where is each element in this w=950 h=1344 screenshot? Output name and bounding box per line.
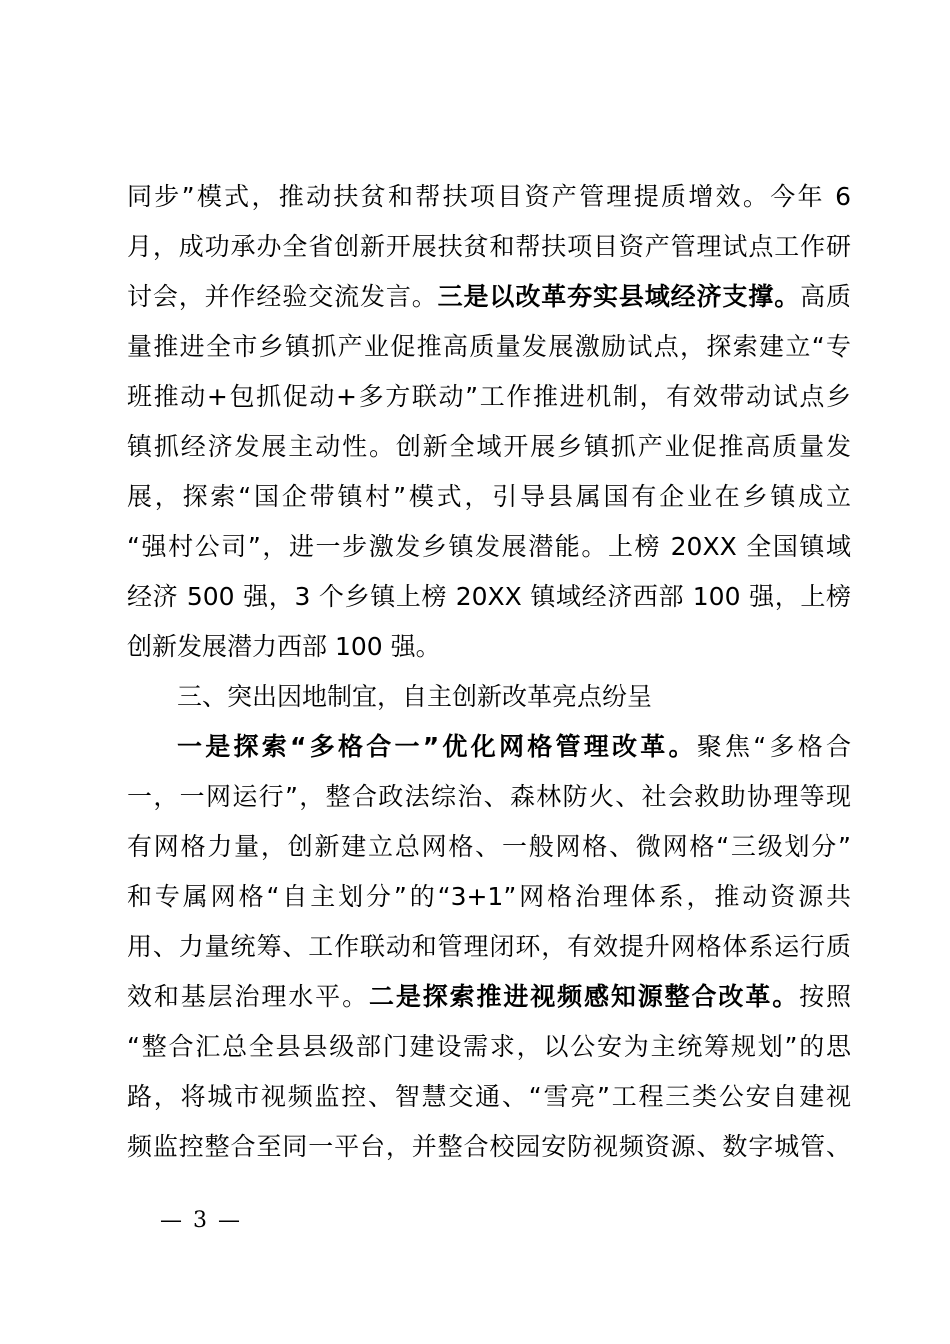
paragraph2-line1 <box>177 722 851 772</box>
paragraph1-line3-text-a: 讨会，并作经验交流发言。 <box>127 282 438 311</box>
paragraph2-line2: 一，一网运行”，整合政法综治、森林防火、社会救助协理等现 <box>127 782 851 811</box>
paragraph1-line2: 月，成功承办全省创新开展扶贫和帮扶项目资产管理试点工作研 <box>127 232 851 261</box>
paragraph2-line6-text-b: 按照 <box>799 982 851 1011</box>
paragraph2-line9: 频监控整合至同一平台，并整合校园安防视频资源、数字城管、 <box>127 1132 851 1161</box>
page-number: — 3 — <box>160 1208 242 1233</box>
paragraph2-bold-point-one: 一是探索“多格合一”优化网格管理改革。 <box>177 732 697 761</box>
paragraph1-line9: 经济 500 强，3 个乡镇上榜 20XX 镇域经济西部 100 强，上榜 <box>127 582 851 611</box>
paragraph2-line5: 用、力量统筹、工作联动和管理闭环，有效提升网格体系运行质 <box>127 932 851 961</box>
paragraph1-line5: 班推动+包抓促动+多方联动”工作推进机制，有效带动试点乡 <box>127 382 851 411</box>
paragraph1-line4: 量推进全市乡镇抓产业促推高质量发展激励试点，探索建立“专 <box>127 332 851 361</box>
paragraph1-line7: 展，探索“国企带镇村”模式，引导县属国有企业在乡镇成立 <box>127 482 851 511</box>
paragraph1-line3 <box>127 272 851 322</box>
paragraph2-line3: 有网格力量，创新建立总网格、一般网格、微网格“三级划分” <box>127 832 851 861</box>
paragraph2-line6-text-a: 效和基层治理水平。 <box>127 982 369 1011</box>
paragraph2-line7: “整合汇总全县县级部门建设需求，以公安为主统筹规划”的思 <box>127 1032 851 1061</box>
paragraph1-line8: “强村公司”，进一步激发乡镇发展潜能。上榜 20XX 全国镇域 <box>127 532 851 561</box>
paragraph2-line1-text-b: 聚焦“多格合 <box>696 732 851 761</box>
paragraph2-line8: 路，将城市视频监控、智慧交通、“雪亮”工程三类公安自建视 <box>127 1082 851 1111</box>
paragraph1-line6: 镇抓经济发展主动性。创新全域开展乡镇抓产业促推高质量发 <box>127 432 851 461</box>
paragraph2-line4: 和专属网格“自主划分”的“3+1”网格治理体系，推动资源共 <box>127 882 851 911</box>
paragraph1-line10: 创新发展潜力西部 100 强。 <box>127 632 441 661</box>
paragraph1-bold-point-three: 三是以改革夯实县域经济支撑。 <box>437 282 801 311</box>
paragraph2-line6 <box>127 972 851 1022</box>
paragraph1-line3-text-b: 高质 <box>800 282 851 311</box>
paragraph1-line1: 同步”模式，推动扶贫和帮扶项目资产管理提质增效。今年 6 <box>127 182 851 211</box>
paragraph2-bold-point-two: 二是探索推进视频感知源整合改革。 <box>368 982 800 1011</box>
section-heading: 三、突出因地制宜，自主创新改革亮点纷呈 <box>177 682 653 711</box>
